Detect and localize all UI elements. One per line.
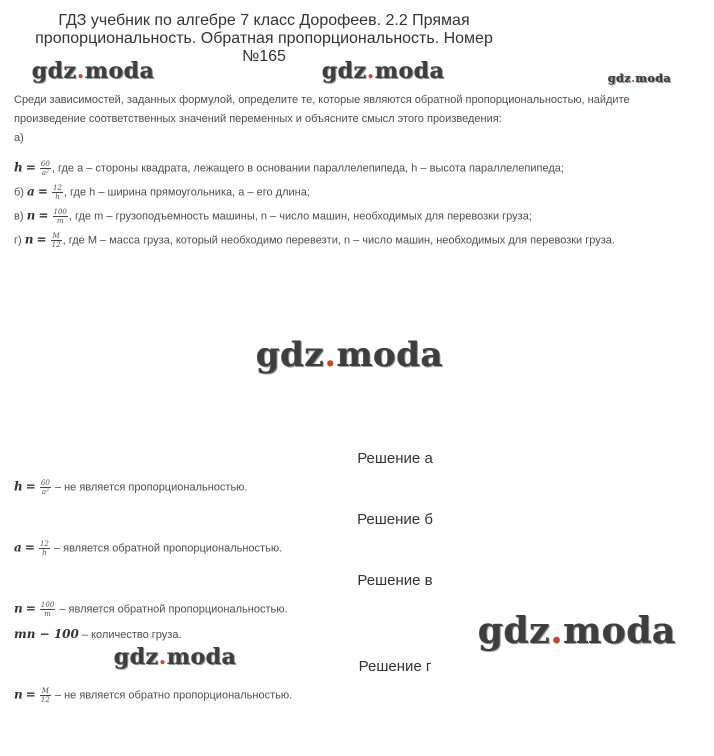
solution-b: a = $\frac{12}{h}$ – является обратной пропорциональностью. [14, 540, 283, 557]
fraction: $\frac{100}{m}$ [40, 601, 55, 618]
solution-d-heading: Решение г [358, 658, 432, 675]
task-d: г) n = $\frac{M}{12}$ , где M – масса груза, который необходимо перевезти, n – число машин, необходимых для перевозки груза. [14, 232, 615, 249]
task-intro: Среди зависимостей, заданных формулой, определите те, которые являются обратной пропорциональностью, найдите произведение соответственных значений переменных и объясните смысл этого произведения: [14, 94, 630, 125]
watermark-logo: gdz.moda [256, 335, 444, 375]
solution-d: n = $\frac{M}{12}$ – не является обратно пропорциональностью. [14, 687, 293, 704]
solution-a-heading: Решение а [357, 450, 433, 467]
solution-a: h = $\frac{60}{\text{a²}}$ – не является пропорциональностью. [14, 479, 248, 496]
watermark-logo: gdz.moda [608, 72, 672, 85]
fraction: $\frac{M}{12}$ [51, 232, 61, 249]
fraction: $\frac{M}{12}$ [40, 687, 50, 704]
fraction: $\frac{12}{h}$ [53, 184, 62, 201]
task-a: h = $\frac{60}{\text{a²}}$ , где a – стороны квадрата, лежащего в основании параллелепипеда, h – высота параллелепипеда; [14, 160, 564, 177]
solution-c-heading: Решение в [357, 572, 433, 589]
fraction: $\frac{12}{h}$ [39, 540, 49, 557]
solution-c: n = $\frac{100}{m}$ – является обратной пропорциональностью. [14, 601, 288, 618]
watermark-logo: gdz.moda [32, 58, 155, 84]
solution-b-heading: Решение б [357, 511, 433, 528]
task-c: в) n = $\frac{100}{m}$ , где m – грузоподъемность машины, n – число машин, необходимых для перевозки груза; [14, 208, 532, 225]
fraction: $\frac{60}{\text{a²}}$ [40, 160, 50, 177]
task-a-label: а) [14, 132, 24, 144]
solution-c-extra: mn − 100 – количество груза. [14, 627, 182, 641]
fraction: $\frac{60}{\text{a²}}$ [40, 479, 50, 496]
page-title: ГДЗ учебник по алгебре 7 класс Дорофеев. 2.2 Прямая пропорциональность. Обратная пропорциональность. Номер №165 [35, 12, 493, 65]
task-b: б) a = $\frac{12}{h}$ , где h – ширина прямоугольника, a – его длина; [14, 184, 310, 201]
watermark-logo: gdz.moda [322, 58, 445, 84]
fraction: $\frac{100}{m}$ [53, 208, 67, 225]
watermark-logo: gdz.moda [478, 610, 676, 652]
watermark-logo: gdz.moda [114, 644, 237, 670]
